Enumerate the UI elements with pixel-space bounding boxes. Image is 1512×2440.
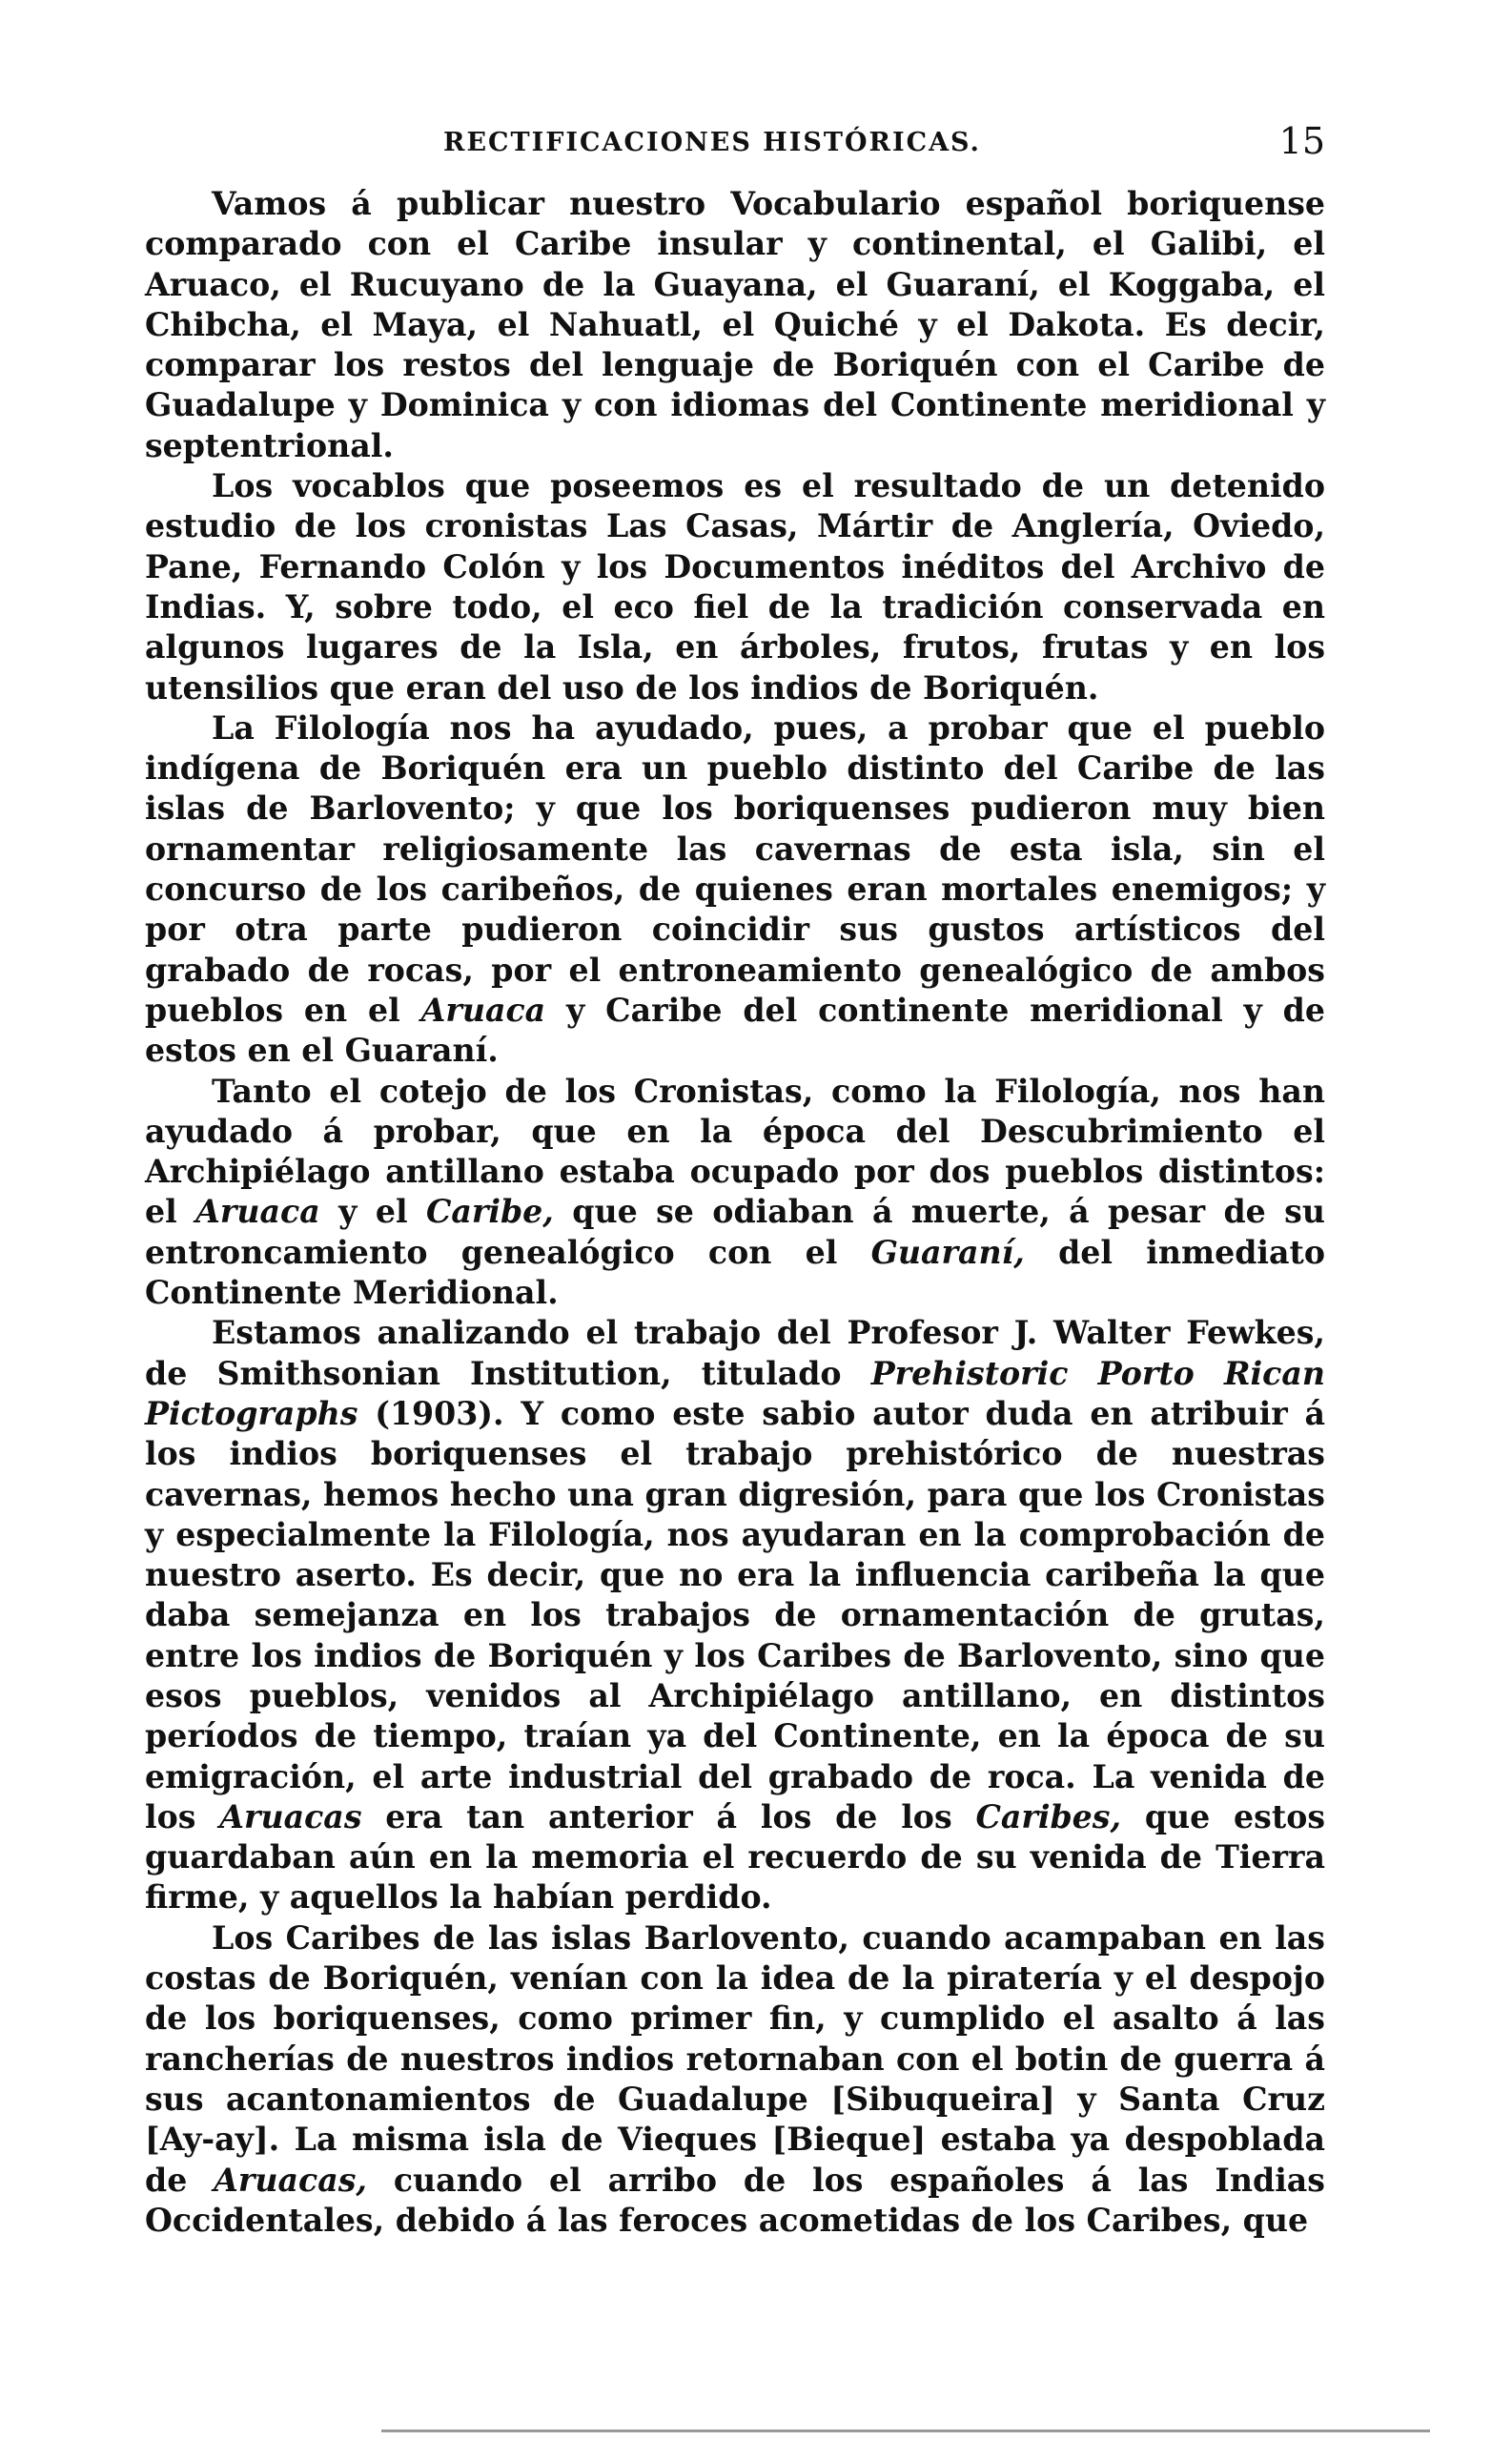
page-number: 15	[1278, 120, 1325, 162]
bottom-rule	[381, 2430, 1430, 2432]
paragraph-4	[145, 1072, 1325, 1314]
paragraph-text: y el	[319, 1193, 426, 1231]
italic-term: Aruaca	[195, 1193, 320, 1231]
paragraph-text: Tanto el cotejo de los Cronistas, como la Filología, nos han ayudado á probar, que en la época del Descubrimiento el Archipiélago antillano estaba ocupado por dos pueblos distintos: el	[145, 1072, 1325, 1231]
paragraph-3	[145, 708, 1325, 1072]
paragraph-text: La Filología nos ha ayudado, pues, a probar que el pueblo indígena de Boriquén era un pueblo distinto del Caribe de las islas de Barlovento; y que los boriquenses pudieron muy bien ornamentar religiosamente las cavernas de esta isla, sin el concurso de los caribeños, de quienes eran mortales enemigos; y por otra parte pudieron coincidir sus gustos artísticos del grabado de rocas, por el entroneamiento genealógico de ambos pueblos en el	[145, 708, 1325, 1029]
paragraph-text: que estos guardaban aún en la memoria el recuerdo de su venida de Tierra firme, y aquellos la habían perdido.	[145, 1797, 1326, 1917]
body-text	[145, 184, 1325, 2241]
running-title: RECTIFICACIONES HISTÓRICAS.	[443, 128, 981, 157]
italic-term: Caribes,	[975, 1797, 1122, 1835]
italic-term: Caribe,	[425, 1193, 554, 1231]
italic-title: Prehistoric Porto Rican Pictographs	[145, 1354, 1325, 1432]
paragraph-text: (1903). Y como este sabio autor duda en atribuir á los indios boriquenses el trabajo prehistórico de nuestras cavernas, hemos hecho una gran digresión, para que los Cronistas y especialmente la Filología, nos ayudaran en la comprobación de nuestro aserto. Es decir, que no era la influencia caribeña la que daba semejanza en los trabajos de ornamentación de grutas, entre los indios de Boriquén y los Caribes de Barlovento, sino que esos pueblos, venidos al Archipiélago antillano, en distintos períodos de tiempo, traían ya del Continente, en la época de su emigración, el arte industrial del grabado de roca. La venida de los	[145, 1394, 1325, 1835]
italic-term: Aruacas	[219, 1797, 362, 1835]
running-head	[143, 120, 1325, 168]
paragraph-text: Los Caribes de las islas Barlovento, cuando acampaban en las costas de Boriquén, venían con la idea de la piratería y el despojo de los boriquenses, como primer fin, y cumplido el asalto á las rancherías de nuestros indios retornaban con el botin de guerra á sus acantonamientos de Guadalupe [Sibuqueira] y Santa Cruz [Ay-ay]. La misma isla de Vieques [Bieque] estaba ya despoblada de	[145, 1918, 1325, 2199]
paragraph-text: era tan anterior á los de los	[361, 1797, 976, 1835]
paragraph-text: del inmediato Continente Meridional.	[145, 1233, 1325, 1312]
paragraph-text: y Caribe del continente meridional y de estos en el Guaraní.	[145, 991, 1325, 1070]
italic-term: Guaraní,	[870, 1233, 1025, 1271]
paragraph-2: Los vocablos que poseemos es el resultado de un detenido estudio de los cronistas Las Casas, Mártir de Anglería, Oviedo, Pane, Fernando Colón y los Documentos inéditos del Archivo de Indias. Y, sobre todo, el eco fiel de la tradición conservada en algunos lugares de la Isla, en árboles, frutos, frutas y en los utensilios que eran del uso de los indios de Boriquén.	[145, 467, 1325, 707]
paragraph-text: que se odiaban á muerte, á pesar de su entroncamiento genealógico con el	[145, 1193, 1325, 1271]
paragraph-text: Estamos analizando el trabajo del Profesor J. Walter Fewkes, de Smithsonian Institution, titulado	[145, 1314, 1325, 1392]
italic-term: Aruacas,	[214, 2161, 367, 2199]
paragraph-5	[145, 1313, 1325, 1917]
italic-term: Aruaca	[420, 991, 546, 1029]
paragraph-text: cuando el arribo de los españoles á las Indias Occidentales, debido á las feroces acometidas de los Caribes, que	[145, 2161, 1325, 2239]
paragraph-6	[145, 1918, 1325, 2241]
paragraph-1: Vamos á publicar nuestro Vocabulario español boriquense comparado con el Caribe insular y continental, el Galibi, el Aruaco, el Rucuyano de la Guayana, el Guaraní, el Koggaba, el Chibcha, el Maya, el Nahuatl, el Quiché y el Dakota. Es decir, comparar los restos del lenguaje de Boriquén con el Caribe de Guadalupe y Dominica y con idiomas del Continente meridional y septentrional.	[145, 185, 1325, 464]
